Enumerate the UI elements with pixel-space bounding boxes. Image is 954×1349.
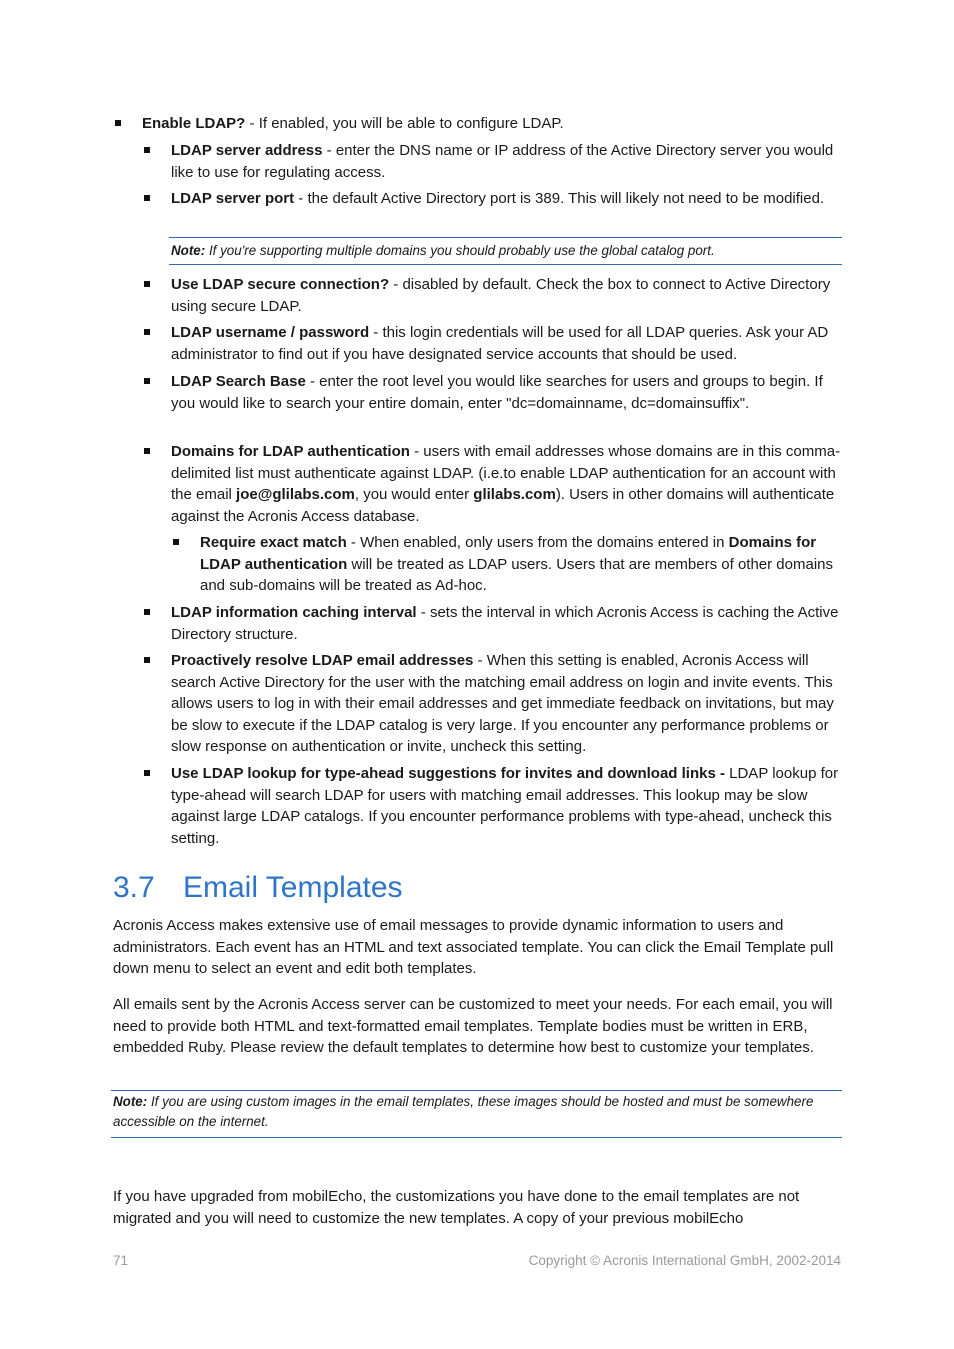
list-item-caching-interval bbox=[171, 602, 841, 645]
note-label: Note: bbox=[113, 1094, 148, 1109]
item-desc: - When this setting is enabled, Acronis Access will search Active Directory for the user with the matching email address on login and invite events. This allows users to log in with their email addresses and get immediate feedback on invitations, but may be slow to execute if the LDAP catalog is very large. If you encounter any performance problems or slow response on authentication or invite, uncheck this setting. bbox=[171, 652, 834, 755]
bullet-icon bbox=[144, 281, 150, 287]
bullet-icon bbox=[144, 195, 150, 201]
item-desc: will be treated as LDAP users. Users that are members of other domains and sub-domains will be treated as Ad-hoc. bbox=[200, 555, 834, 594]
bullet-icon bbox=[144, 770, 150, 776]
bullet-icon bbox=[144, 147, 150, 153]
item-term: Proactively resolve LDAP email addresses bbox=[171, 652, 474, 669]
bullet-icon bbox=[173, 539, 179, 545]
item-term: LDAP server address bbox=[171, 142, 323, 159]
example-email: joe@glilabs.com bbox=[236, 486, 355, 503]
list-item-require-exact-match bbox=[200, 532, 841, 597]
item-ref: Domains for LDAP authentication bbox=[200, 534, 817, 573]
paragraph-upgrade: If you have upgraded from mobilEcho, the customizations you have done to the email templates are not migrated and you will need to customize the new templates. A copy of your previous mobilEcho bbox=[113, 1188, 800, 1227]
list-item-ldap-server-port bbox=[171, 188, 841, 210]
item-desc: - disabled by default. Check the box to connect to Active Directory using secure LDAP. bbox=[171, 276, 831, 315]
item-desc: - this login credentials will be used for all LDAP queries. Ask your AD administrator to find out if you have designated service accounts that should be used. bbox=[171, 324, 829, 363]
list-item-enable-ldap bbox=[142, 113, 842, 135]
paragraph-email-customize: All emails sent by the Acronis Access server can be customized to meet your needs. For each email, you will need to provide both HTML and text-formatted email templates. Template bodies must be written in ERB, embedded Ruby. Please review the default templates to determine how best to customize your templates. bbox=[113, 996, 833, 1056]
section-number: 3.7 bbox=[113, 871, 155, 904]
item-desc: - If enabled, you will be able to configure LDAP. bbox=[245, 115, 564, 132]
item-term: Domains for LDAP authentication bbox=[171, 443, 410, 460]
copyright-notice: Copyright © Acronis International GmbH, 2002-2014 bbox=[528, 1253, 841, 1268]
section-heading bbox=[113, 868, 403, 908]
item-desc: - enter the DNS name or IP address of the Active Directory server you would like to use for regulating access. bbox=[171, 142, 834, 181]
item-term: Use LDAP lookup for type-ahead suggestions for invites and download links - bbox=[171, 765, 725, 782]
note-label: Note: bbox=[171, 243, 206, 258]
list-item-proactively-resolve bbox=[171, 650, 841, 758]
item-desc: - sets the interval in which Acronis Access is caching the Active Directory structure. bbox=[171, 604, 839, 643]
bullet-icon bbox=[144, 329, 150, 335]
bullet-icon bbox=[144, 448, 150, 454]
item-term: LDAP Search Base bbox=[171, 373, 306, 390]
example-domain: glilabs.com bbox=[473, 486, 556, 503]
item-term: LDAP information caching interval bbox=[171, 604, 417, 621]
item-term: LDAP username / password bbox=[171, 324, 370, 341]
note-text: If you're supporting multiple domains you should probably use the global catalog port. bbox=[205, 243, 715, 258]
bullet-icon bbox=[144, 378, 150, 384]
item-desc: - When enabled, only users from the domains entered in bbox=[346, 534, 729, 551]
page-number: 71 bbox=[113, 1253, 129, 1268]
list-item-search-base bbox=[171, 371, 841, 414]
item-desc: - users with email addresses whose domains are in this comma-delimited list must authenticate against LDAP. (i.e.to enable LDAP authentication for an account with the email bbox=[171, 443, 841, 503]
item-desc: - enter the root level you would like searches for users and groups to begin. If you would like to search your entire domain, enter "dc=domainname, dc=domainsuffix". bbox=[171, 373, 823, 412]
note-text: If you are using custom images in the email templates, these images should be hosted and must be somewhere accessible on the internet. bbox=[113, 1094, 814, 1129]
item-term: Use LDAP secure connection? bbox=[171, 276, 390, 293]
item-desc: LDAP lookup for type-ahead will search LDAP for users with matching email addresses. This lookup may be slow against large LDAP catalogs. If you encounter performance problems with type-ahead, uncheck this setting. bbox=[171, 765, 839, 847]
item-term: Require exact match bbox=[200, 534, 347, 551]
item-desc: , you would enter bbox=[354, 486, 474, 503]
note-box-global-catalog bbox=[169, 237, 842, 265]
note-box-custom-images bbox=[111, 1090, 842, 1138]
section-title-text: Email Templates bbox=[183, 871, 403, 904]
list-item-ldap-server-address bbox=[171, 140, 841, 183]
list-item-secure-connection bbox=[171, 274, 841, 317]
paragraph-email-intro: Acronis Access makes extensive use of email messages to provide dynamic information to users and administrators. Each event has an HTML and text associated template. You can click the Email Template pull down menu to select an event and edit both templates. bbox=[113, 917, 834, 977]
item-term: Enable LDAP? bbox=[142, 115, 246, 132]
list-item-domains-ldap-auth bbox=[171, 441, 841, 527]
item-desc: ). Users in other domains will authenticate against the Acronis Access database. bbox=[171, 486, 835, 525]
list-item-username-password bbox=[171, 322, 841, 365]
item-term: LDAP server port bbox=[171, 190, 295, 207]
bullet-icon bbox=[115, 120, 121, 126]
bullet-icon bbox=[144, 609, 150, 615]
bullet-icon bbox=[144, 657, 150, 663]
list-item-type-ahead bbox=[171, 763, 841, 849]
item-desc: - the default Active Directory port is 389. This will likely not need to be modified. bbox=[294, 190, 825, 207]
